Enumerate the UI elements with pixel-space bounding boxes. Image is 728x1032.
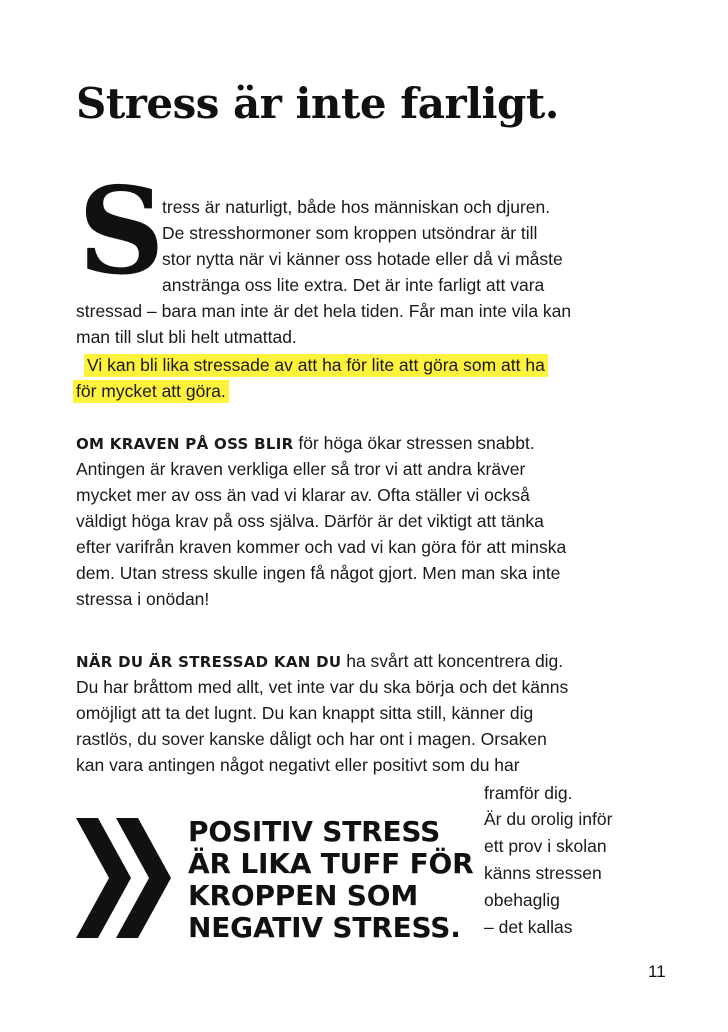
section1-line: mycket mer av oss än vad vi klarar av. Ofta ställer vi också <box>76 485 530 505</box>
intro-line: anstränga oss lite extra. Det är inte farligt att vara <box>162 275 545 295</box>
highlight-line <box>73 378 229 404</box>
highlight-line <box>84 352 548 378</box>
section2-lead: NÄR DU ÄR STRESSAD KAN DU <box>76 653 342 671</box>
pullquote-line: ÄR LIKA TUFF FÖR <box>188 847 474 880</box>
intro-line: stor nytta när vi känner oss hotade eller då vi måste <box>162 249 563 269</box>
pullquote-line: KROPPEN SOM <box>188 879 419 912</box>
section2-line: rastlös, du sover kanske dåligt och har ont i magen. Orsaken <box>76 729 547 749</box>
section1-line: dem. Utan stress skulle ingen få något gjort. Men man ska inte <box>76 563 561 583</box>
page-title: Stress är inte farligt. <box>76 79 559 128</box>
section2-line: omöjligt att ta det lugnt. Du kan knappt sitta still, känner dig <box>76 703 534 723</box>
section2-line: Du har bråttom med allt, vet inte var du ska börja och det känns <box>76 677 569 697</box>
section1-first-rest: för höga ökar stressen snabbt. <box>298 433 535 453</box>
side-column-line: – det kallas <box>484 917 573 937</box>
side-column-line: känns stressen <box>484 863 602 883</box>
section1-line: stressa i onödan! <box>76 589 210 609</box>
intro-line: De stresshormoner som kroppen utsöndrar är till <box>162 223 538 243</box>
side-column-line: framför dig. <box>484 783 573 803</box>
side-column-line: Är du orolig inför <box>484 809 613 829</box>
section2-first-rest: ha svårt att koncentrera dig. <box>346 651 564 671</box>
intro-line: tress är naturligt, både hos människan och djuren. <box>162 197 551 217</box>
highlight-text: för mycket att göra. <box>73 380 229 403</box>
double-chevron-icon <box>76 818 176 938</box>
drop-cap: S <box>78 161 165 302</box>
pullquote-line: NEGATIV STRESS. <box>188 911 461 944</box>
side-column-line: ett prov i skolan <box>484 836 607 856</box>
section1-line: Antingen är kraven verkliga eller så tror vi att andra kräver <box>76 459 526 479</box>
highlight-text: Vi kan bli lika stressade av att ha för lite att göra som att ha <box>84 354 548 377</box>
pullquote-line: POSITIV STRESS <box>188 815 441 848</box>
section1-lead: OM KRAVEN PÅ OSS BLIR <box>76 435 294 453</box>
side-column-line: obehaglig <box>484 890 560 910</box>
intro-line: stressad – bara man inte är det hela tiden. Får man inte vila kan <box>76 301 572 321</box>
section2-first-line <box>76 648 563 675</box>
section1-line: väldigt höga krav på oss själva. Därför är det viktigt att tänka <box>76 511 544 531</box>
intro-line: man till slut bli helt utmattad. <box>76 327 297 347</box>
section2-line: kan vara antingen något negativt eller positivt som du har <box>76 755 520 775</box>
section1-first-line <box>76 430 535 457</box>
section1-line: efter varifrån kraven kommer och vad vi kan göra för att minska <box>76 537 567 557</box>
page-number: 11 <box>648 962 666 981</box>
